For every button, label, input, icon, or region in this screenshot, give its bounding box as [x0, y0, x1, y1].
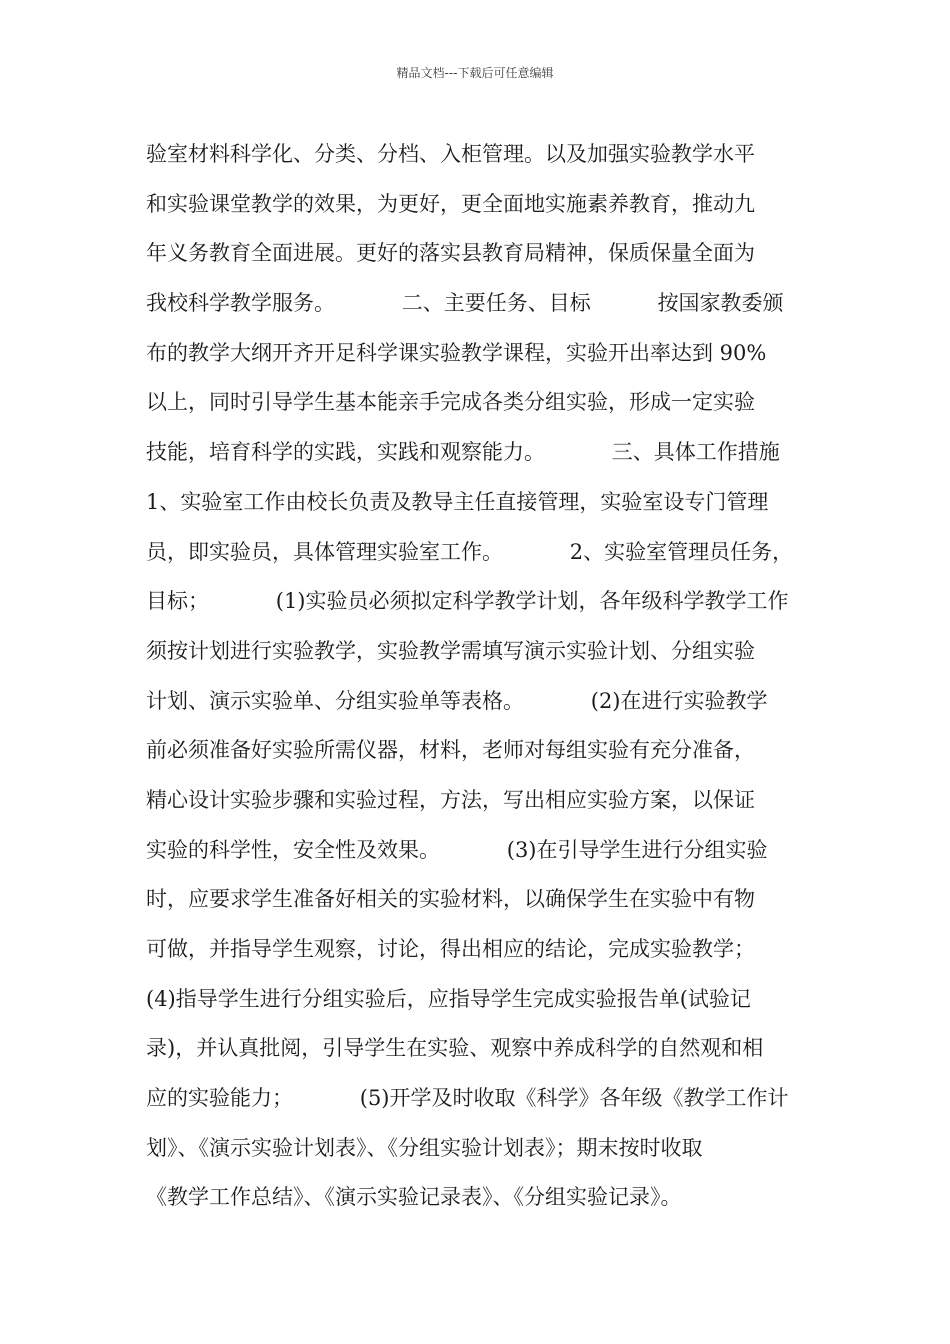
text-line: 录)，并认真批阅，引导学生在实验、观察中养成科学的自然观和相 [146, 1036, 764, 1061]
text-line: 实验的科学性，安全性及效果。 (3)在引导学生进行分组实验 [146, 837, 768, 862]
text-line: 1、实验室工作由校长负责及教导主任直接管理，实验室设专门管理 [146, 489, 769, 514]
text-line: 员，即实验员，具体管理实验室工作。 2、实验室管理员任务， [146, 539, 794, 564]
text-line: 可做，并指导学生观察，讨论，得出相应的结论，完成实验教学； [146, 937, 755, 961]
text-line: 精心设计实验步骤和实验过程，方法，写出相应实验方案，以保证 [146, 787, 755, 812]
text-line: (4)指导学生进行分组实验后，应指导学生完成实验报告单(试验记 [146, 986, 751, 1011]
text-line: 以上，同时引导学生基本能亲手完成各类分组实验，形成一定实验 [146, 390, 755, 415]
text-line: 我校科学教学服务。 二、主要任务、目标 按国家教委颁 [146, 291, 784, 316]
text-line: 技能，培育科学的实践，实践和观察能力。 三、具体工作措施 [146, 440, 780, 465]
text-line: 布的教学大纲开齐开足科学课实验教学课程，实验开出率达到 90% [146, 340, 767, 365]
text-line: 前必须准备好实验所需仪器，材料，老师对每组实验有充分准备， [146, 738, 755, 763]
page-header: 精品文档---下载后可任意编辑 [396, 66, 554, 80]
text-line: 《教学工作总结》、《演示实验记录表》、《分组实验记录》。 [146, 1185, 682, 1210]
text-line: 和实验课堂教学的效果，为更好，更全面地实施素养教育，推动九 [146, 191, 755, 216]
text-line: 年义务教育全面进展。更好的落实县教育局精神，保质保量全面为 [146, 241, 755, 266]
text-line: 划》、《演示实验计划表》、《分组实验计划表》；期末按时收取 [146, 1135, 703, 1160]
text-line: 时，应要求学生准备好相关的实验材料，以确保学生在实验中有物 [146, 887, 755, 912]
text-line: 须按计划进行实验教学，实验教学需填写演示实验计划、分组实验 [146, 638, 755, 663]
text-line: 目标； (1)实验员必须拟定科学教学计划，各年级科学教学工作 [146, 589, 789, 614]
body-text [146, 130, 826, 1223]
text-line: 计划、演示实验单、分组实验单等表格。 (2)在进行实验教学 [146, 688, 768, 713]
text-line: 验室材料科学化、分类、分档、入柜管理。以及加强实验教学水平 [146, 142, 755, 166]
text-line: 应的实验能力； (5)开学及时收取《科学》各年级《教学工作计 [146, 1086, 789, 1111]
